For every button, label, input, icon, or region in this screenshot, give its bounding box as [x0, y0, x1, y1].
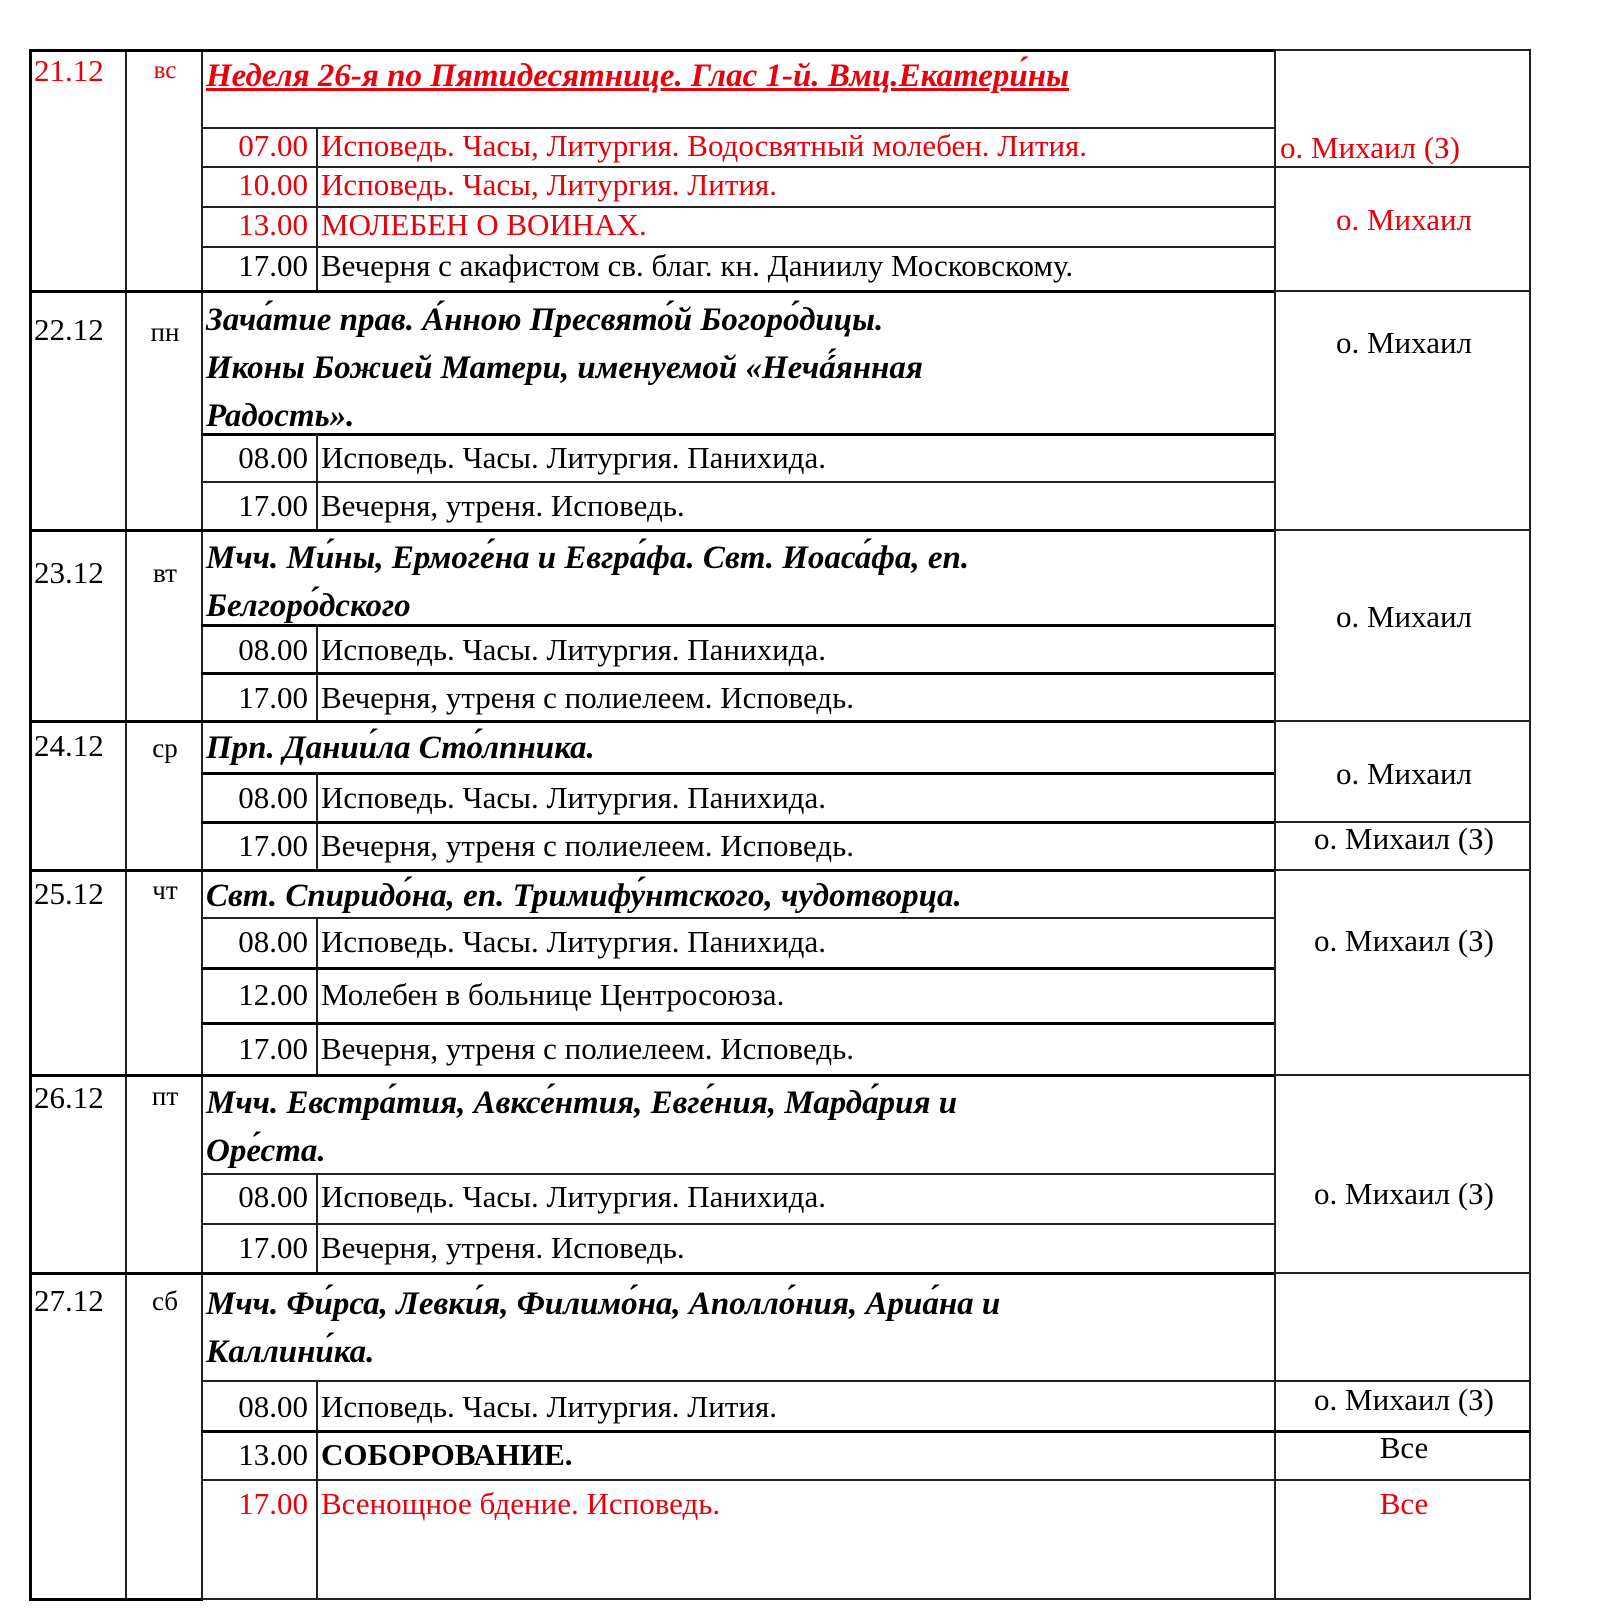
service-time: 08.00 [238, 440, 308, 475]
feast-line: Мчч. Фи́рса, Левки́я, Филимо́на, Аполло́ния, Ариа́на и [206, 1286, 1001, 1322]
service-text: Всенощное бдение. Исповедь. [321, 1486, 721, 1521]
service-time: 17.00 [238, 680, 308, 715]
feast-line: Радость». [206, 398, 355, 434]
service-time: 17.00 [238, 1031, 308, 1066]
service-time: 17.00 [238, 248, 308, 283]
date-cell: 22.12 [34, 312, 104, 347]
service-text: Исповедь. Часы, Литургия. Водосвятный молебен. Лития. [321, 128, 1088, 163]
date-cell: 26.12 [34, 1080, 104, 1115]
service-time: 17.00 [238, 1230, 308, 1265]
feast-line: Оре́ста. [206, 1133, 326, 1169]
service-time: 07.00 [238, 128, 308, 163]
weekday-cell: вс [153, 57, 177, 84]
service-text: Вечерня, утреня с полиелеем. Исповедь. [321, 828, 854, 863]
service-time: 13.00 [238, 1437, 308, 1472]
service-text: Вечерня, утреня. Исповедь. [321, 1230, 685, 1265]
service-time: 08.00 [238, 924, 308, 959]
service-time: 08.00 [238, 1179, 308, 1214]
service-time: 17.00 [238, 488, 308, 523]
priest-cell: о. Михаил (З) [1280, 130, 1460, 165]
feast-title: Свт. Спиридо́на, еп. Тримифу́нтского, чудотворца. [206, 878, 962, 914]
service-time: 12.00 [238, 977, 308, 1012]
feast-line: Каллини́ка. [206, 1334, 375, 1370]
feast-line: Мчч. Ми́ны, Ермоге́на и Евгра́фа. Свт. Иоаса́фа, еп. [206, 540, 970, 576]
service-time: 08.00 [238, 632, 308, 667]
service-text: Вечерня, утреня с полиелеем. Исповедь. [321, 680, 854, 715]
service-time: 13.00 [238, 207, 308, 242]
date-cell: 27.12 [34, 1283, 104, 1318]
weekday-cell: ср [152, 733, 178, 763]
date-cell: 21.12 [34, 53, 104, 88]
service-text: Исповедь. Часы. Литургия. Панихида. [321, 632, 826, 667]
service-text: СОБОРОВАНИЕ. [321, 1437, 573, 1472]
service-text: МОЛЕБЕН О ВОИНАХ. [321, 207, 647, 242]
weekday-cell: пт [151, 1081, 179, 1111]
date-cell: 23.12 [34, 555, 104, 590]
priest-cell: о. Михаил [1335, 202, 1473, 237]
feast-line: Мчч. Евстра́тия, Авксе́нтия, Евге́ния, Марда́рия и [206, 1085, 958, 1121]
date-cell: 25.12 [34, 876, 104, 911]
priest-cell: о. Михаил (З) [1314, 821, 1494, 856]
priest-cell: Все [1379, 1430, 1429, 1465]
service-time: 08.00 [238, 780, 308, 815]
service-time: 17.00 [238, 828, 308, 863]
service-text: Вечерня, утреня. Исповедь. [321, 488, 685, 523]
service-text: Исповедь. Часы. Литургия. Панихида. [321, 440, 826, 475]
priest-cell: о. Михаил (З) [1314, 1176, 1494, 1211]
feast-line: Иконы Божией Матери, именуемой «Нечá́янная [206, 350, 923, 386]
feast-title: Прп. Дании́ла Сто́лпника. [206, 730, 595, 766]
priest-cell: о. Михаил [1335, 599, 1473, 634]
service-time: 17.00 [238, 1486, 308, 1521]
feast-title [206, 1280, 1276, 1376]
feast-title [206, 1079, 1276, 1175]
weekday-cell: чт [152, 875, 178, 905]
service-text: Молебен в больнице Центросоюза. [321, 977, 785, 1012]
service-time: 10.00 [238, 167, 308, 202]
service-text: Вечерня с акафистом св. благ. кн. Даниилу Московскому. [321, 248, 1074, 283]
service-text: Исповедь. Часы. Литургия. Панихида. [321, 780, 826, 815]
service-text: Исповедь. Часы. Литургия. Лития. [321, 1389, 778, 1424]
feast-line: Зача́тие прав. А́нною Пресвято́й Богоро́дицы. [206, 302, 884, 338]
service-text: Вечерня, утреня с полиелеем. Исповедь. [321, 1031, 854, 1066]
priest-cell: Все [1379, 1486, 1429, 1521]
date-cell: 24.12 [34, 728, 104, 763]
feast-title [206, 534, 1276, 630]
weekday-cell: сб [151, 1286, 179, 1316]
feast-title: Неделя 26-я по Пятидесятнице. Глас 1-й. Вмц.Екатери́ны [206, 58, 1069, 94]
priest-cell: о. Михаил [1335, 756, 1473, 791]
feast-line: Белгоро́дского [206, 588, 411, 624]
priest-cell: о. Михаил (З) [1314, 923, 1494, 958]
service-text: Исповедь. Часы, Литургия. Лития. [321, 167, 778, 202]
feast-title [206, 296, 1276, 440]
weekday-cell: вт [153, 558, 177, 588]
priest-cell: о. Михаил [1335, 325, 1473, 360]
service-text: Исповедь. Часы. Литургия. Панихида. [321, 924, 826, 959]
weekday-cell: пн [150, 317, 180, 347]
service-text: Исповедь. Часы. Литургия. Панихида. [321, 1179, 826, 1214]
service-time: 08.00 [238, 1389, 308, 1424]
priest-cell: о. Михаил (З) [1314, 1382, 1494, 1417]
